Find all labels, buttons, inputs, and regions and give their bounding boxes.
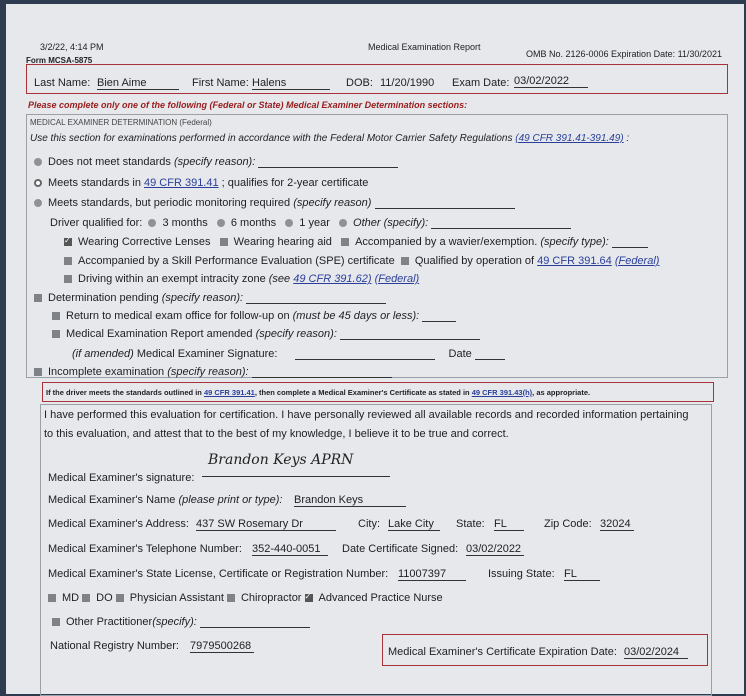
option-advanced-practice-nurse[interactable]: Advanced Practice Nurse <box>318 592 443 604</box>
examiner-name[interactable]: Brandon Keys <box>294 494 406 507</box>
checkbox-icon[interactable] <box>401 257 409 265</box>
option-md[interactable]: MD <box>62 592 80 604</box>
conditions-row-3: Driving within an exempt intracity zone (see 49 CFR 391.62) (Federal) <box>64 273 419 285</box>
issuing-state-value[interactable]: FL <box>564 568 600 581</box>
form-sheet <box>6 4 744 694</box>
checkbox-icon[interactable] <box>82 594 90 602</box>
radio-icon[interactable] <box>34 199 42 207</box>
option-6-months[interactable]: 6 months <box>230 217 277 229</box>
first-name-label: First Name: <box>192 77 249 89</box>
option-corrective-lenses[interactable]: Wearing Corrective Lenses <box>78 236 211 248</box>
state-label: State: <box>456 518 485 530</box>
section-title: MEDICAL EXAMINER DETERMINATION (Federal) <box>30 118 212 127</box>
option-spe[interactable]: Accompanied by a Skill Performance Evaluation (SPE) certificate <box>78 255 395 267</box>
option-waiver[interactable]: Accompanied by a wavier/exemption. <box>355 236 538 248</box>
dob-label: DOB: <box>346 77 373 89</box>
radio-icon[interactable] <box>339 219 347 227</box>
option-other-practitioner[interactable]: Other Practitioner(specify): <box>52 616 310 628</box>
form-number: Form MCSA-5875 <box>26 56 93 65</box>
name-label: Medical Examiner's Name (please print or type): <box>48 494 283 506</box>
checkbox-icon[interactable] <box>64 275 72 283</box>
option-hearing-aid[interactable]: Wearing hearing aid <box>233 236 332 248</box>
registry-label: National Registry Number: <box>50 640 179 652</box>
city-value[interactable]: Lake City <box>388 518 440 531</box>
checkbox-icon[interactable] <box>341 238 349 246</box>
notice-text: If the driver meets the standards outlined in 49 CFR 391.41, then complete a Medical Examiner's Certificate as stated in 49 CFR 391.43(h), as appropriate. <box>46 388 591 397</box>
option-meets-standards[interactable]: Meets standards in 49 CFR 391.41 ; qualifies for 2-year certificate <box>34 177 368 189</box>
section-intro: Use this section for examinations performed in accordance with the Federal Motor Carrier Safety Regulations (49 CFR 391.41-391.49) : <box>30 133 630 144</box>
radio-icon[interactable] <box>217 219 225 227</box>
option-incomplete[interactable]: Incomplete examination (specify reason): <box>34 366 392 378</box>
cert-expiration-label: Medical Examiner's Certificate Expiration Date: <box>388 646 617 658</box>
option-intracity[interactable]: Driving within an exempt intracity zone <box>78 273 266 285</box>
signature-line[interactable] <box>202 466 390 477</box>
checkbox-icon[interactable] <box>34 368 42 376</box>
zip-label: Zip Code: <box>544 518 592 530</box>
checkbox-icon[interactable] <box>34 294 42 302</box>
license-label: Medical Examiner's State License, Certificate or Registration Number: <box>48 568 389 580</box>
cert-expiration-value[interactable]: 03/02/2024 <box>624 646 688 659</box>
conditions-row-2: Accompanied by a Skill Performance Evaluation (SPE) certificate Qualified by operation of 49 CFR 391.64 (Federal) <box>64 255 659 267</box>
cfr-link-391-41-49[interactable]: (49 CFR 391.41-391.49) <box>515 133 624 144</box>
checkbox-icon[interactable] <box>52 312 60 320</box>
amended-signature-row: (if amended) Medical Examiner Signature: Date <box>72 348 505 360</box>
checkbox-icon[interactable] <box>227 594 235 602</box>
conditions-row-1: ✓Wearing Corrective Lenses Wearing hearing aid Accompanied by a wavier/exemption. (specify type): <box>64 236 648 248</box>
checkbox-icon[interactable] <box>220 238 228 246</box>
phone-value[interactable]: 352-440-0051 <box>252 543 328 556</box>
radio-icon[interactable] <box>148 219 156 227</box>
signature-image: Brandon Keys APRN <box>208 452 354 468</box>
phone-label: Medical Examiner's Telephone Number: <box>48 543 242 555</box>
issuing-state-label: Issuing State: <box>488 568 555 580</box>
state-value[interactable]: FL <box>494 518 524 531</box>
zip-value[interactable]: 32024 <box>600 518 634 531</box>
option-physician-assistant[interactable]: Physician Assistant <box>129 592 224 604</box>
checkbox-checked-icon[interactable] <box>64 238 72 246</box>
option-chiropractor[interactable]: Chiropractor <box>240 592 302 604</box>
attest-line-2: to this evaluation, and attest that to the best of my knowledge, I believe it to be true and correct. <box>44 428 509 440</box>
option-do[interactable]: DO <box>96 592 113 604</box>
option-return-followup[interactable]: Return to medical exam office for follow-up on (must be 45 days or less): <box>52 310 456 322</box>
option-does-not-meet[interactable]: Does not meet standards (specify reason): <box>34 156 398 168</box>
last-name-value[interactable]: Bien Aime <box>97 77 179 90</box>
checkbox-icon[interactable] <box>52 618 60 626</box>
radio-icon[interactable] <box>34 158 42 166</box>
address-label: Medical Examiner's Address: <box>48 518 189 530</box>
driver-qualified-row: Driver qualified for: 3 months 6 months 1 year Other (specify): <box>50 217 571 229</box>
checkbox-icon[interactable] <box>64 257 72 265</box>
radio-selected-icon[interactable] <box>34 179 42 187</box>
address-value[interactable]: 437 SW Rosemary Dr <box>196 518 336 531</box>
attest-line-1: I have performed this evaluation for certification. I have personally reviewed all available records and recorded information pertaining <box>44 409 689 421</box>
first-name-value[interactable]: Halens <box>252 77 330 90</box>
date-signed-label: Date Certificate Signed: <box>342 543 459 555</box>
option-other[interactable]: Other (specify): <box>353 217 429 229</box>
license-value[interactable]: 11007397 <box>398 568 466 581</box>
option-qualified-operation[interactable]: Qualified by operation of <box>414 255 535 267</box>
signature-label: Medical Examiner's signature: <box>48 472 195 484</box>
checkbox-checked-icon[interactable] <box>305 594 313 602</box>
checkbox-icon[interactable] <box>48 594 56 602</box>
page-title: Medical Examination Report <box>368 42 481 52</box>
city-label: City: <box>358 518 380 530</box>
option-3-months[interactable]: 3 months <box>162 217 208 229</box>
option-determination-pending[interactable]: Determination pending (specify reason): <box>34 292 386 304</box>
date-signed-value[interactable]: 03/02/2022 <box>466 543 524 556</box>
print-datetime: 3/2/22, 4:14 PM <box>40 42 104 52</box>
dob-value[interactable]: 11/20/1990 <box>380 77 435 89</box>
option-report-amended[interactable]: Medical Examination Report amended (specify reason): <box>52 328 480 340</box>
option-1-year[interactable]: 1 year <box>299 217 330 229</box>
omb-number: OMB No. 2126-0006 Expiration Date: 11/30/2021 <box>526 49 722 59</box>
registry-value[interactable]: 7979500268 <box>190 640 254 653</box>
option-periodic-monitoring[interactable]: Meets standards, but periodic monitoring required (specify reason) <box>34 197 515 209</box>
checkbox-icon[interactable] <box>116 594 124 602</box>
exam-date-value[interactable]: 03/02/2022 <box>514 75 588 88</box>
practitioner-type-row <box>48 592 443 604</box>
instruction-text: Please complete only one of the following (Federal or State) Medical Examiner Determination sections: <box>28 100 468 110</box>
exam-date-label: Exam Date: <box>452 77 510 89</box>
checkbox-icon[interactable] <box>52 330 60 338</box>
radio-icon[interactable] <box>285 219 293 227</box>
last-name-label: Last Name: <box>34 77 91 89</box>
